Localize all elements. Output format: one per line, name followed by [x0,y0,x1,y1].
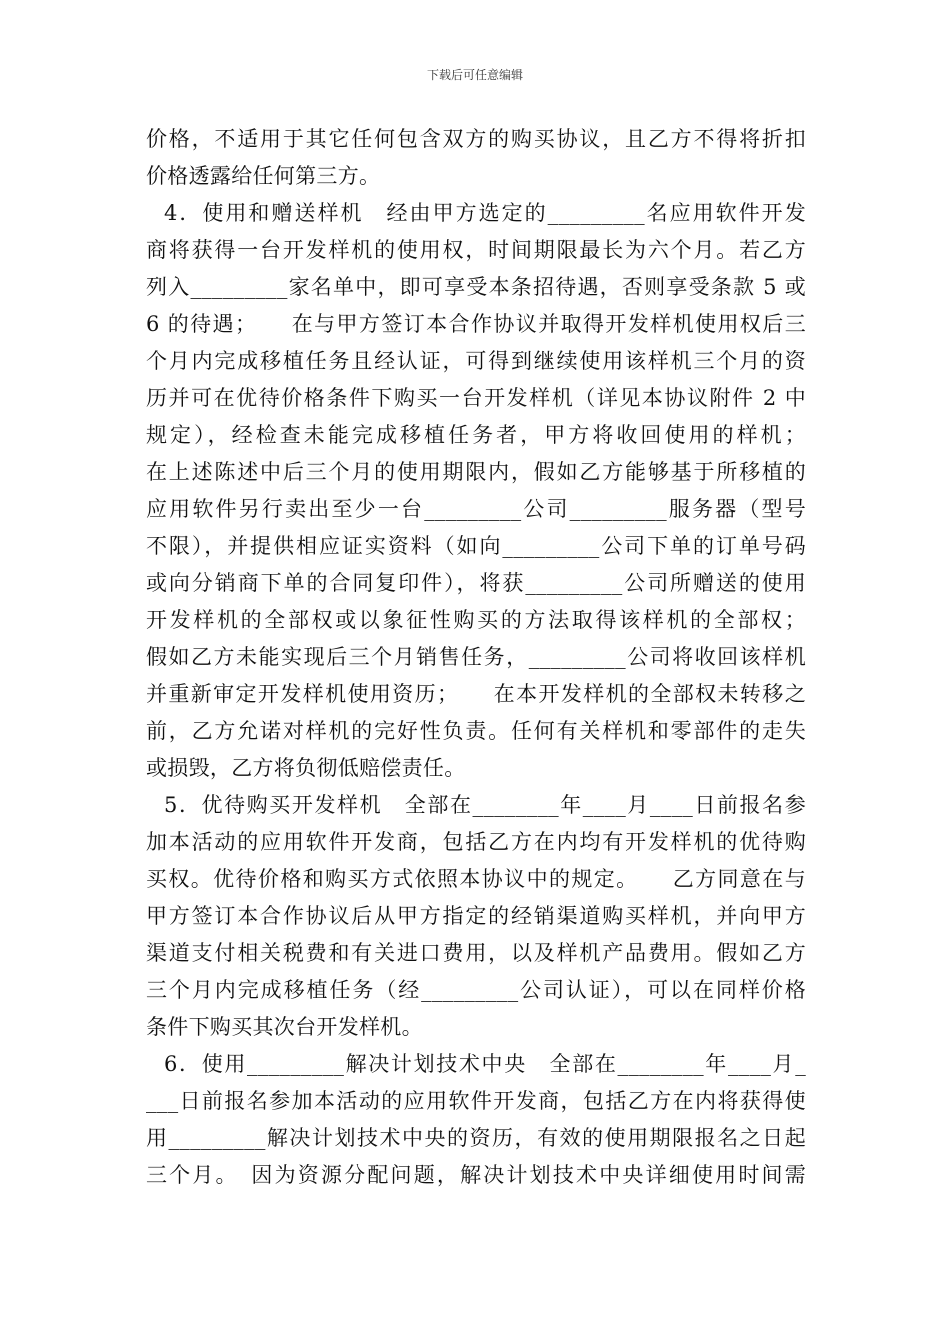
text-line-24: 三个月内完成移植任务（经_________公司认证），可以在同样价格 [146,978,806,1002]
text-line-21: 买权。优待价格和购买方式依照本协议中的规定。 乙方同意在与 [146,867,806,891]
text-line-28: 用_________解决计划技术中央的资历，有效的使用期限报名之日起 [146,1126,806,1150]
text-line-1: 价格，不适用于其它任何包含双方的购买协议，且乙方不得将折扣 [146,127,806,151]
text-line-11: 应用软件另行卖出至少一台_________公司_________服务器（型号 [146,497,806,521]
text-line-2: 价格透露给任何第三方。 [146,164,381,188]
text-line-23: 渠道支付相关税费和有关进口费用，以及样机产品费用。假如乙方 [146,941,806,965]
text-line-13: 或向分销商下单的合同复印件），将获_________公司所赠送的使用 [146,571,806,595]
text-line-18: 或损毁，乙方将负彻低赔偿责任。 [146,756,466,780]
text-line-27: ___日前报名参加本活动的应用软件开发商，包括乙方在内将获得使 [146,1089,806,1113]
text-line-16: 并重新审定开发样机使用资历； 在本开发样机的全部权未转移之 [146,682,806,706]
text-line-7: 个月内完成移植任务且经认证，可得到继续使用该样机三个月的资 [146,349,806,373]
text-line-25: 条件下购买其次台开发样机。 [146,1015,423,1039]
text-line-29: 三个月。 因为资源分配问题，解决计划技术中央详细使用时间需 [146,1163,806,1187]
text-line-19: 5．优待购买开发样机 全部在________年____月____日前报名参 [164,793,806,817]
text-line-8: 历并可在优待价格条件下购买一台开发样机（详见本协议附件 2 中 [146,386,806,410]
text-line-6: 6 的待遇； 在与甲方签订本合作协议并取得开发样机使用权后三 [146,312,806,336]
page-header: 下载后可任意编辑 [426,68,523,82]
text-line-10: 在上述陈述中后三个月的使用期限内，假如乙方能够基于所移植的 [146,460,806,484]
text-line-3: 4．使用和赠送样机 经由甲方选定的_________名应用软件开发 [164,201,806,225]
text-line-15: 假如乙方未能实现后三个月销售任务，_________公司将收回该样机 [146,645,806,669]
text-line-20: 加本活动的应用软件开发商，包括乙方在内均有开发样机的优待购 [146,830,806,854]
text-line-4: 商将获得一台开发样机的使用权，时间期限最长为六个月。若乙方 [146,238,806,262]
text-line-12: 不限），并提供相应证实资料（如向_________公司下单的订单号码 [146,534,806,558]
text-line-9: 规定），经检查未能完成移植任务者，甲方将收回使用的样机； [146,423,806,447]
text-line-22: 甲方签订本合作协议后从甲方指定的经销渠道购买样机，并向甲方 [146,904,806,928]
text-line-14: 开发样机的全部权或以象征性购买的方法取得该样机的全部权； [146,608,806,632]
text-line-17: 前，乙方允诺对样机的完好性负责。任何有关样机和零部件的走失 [146,719,806,743]
text-line-26: 6．使用_________解决计划技术中央 全部在________年____月_ [164,1052,806,1076]
text-line-5: 列入_________家名单中，即可享受本条招待遇，否则享受条款 5 或 [146,275,806,299]
